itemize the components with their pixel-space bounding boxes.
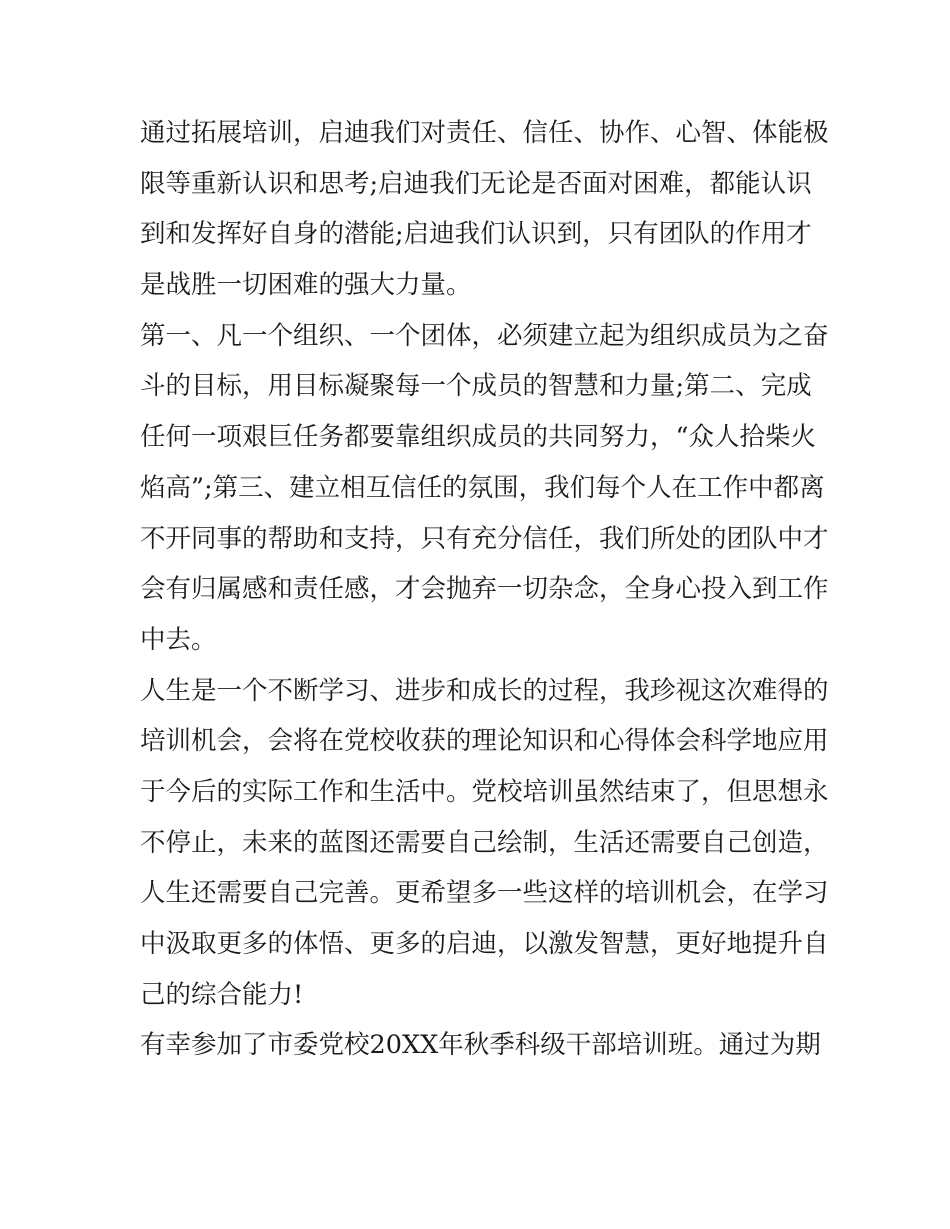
text-line: 于今后的实际工作和生活中。党校培训虽然结束了，但思想永 [140, 776, 829, 807]
text-line: 人生是一个不断学习、进步和成长的过程，我珍视这次难得的 [140, 675, 829, 706]
text-line: 会有归属感和责任感，才会抛弃一切杂念，全身心投入到工作 [140, 574, 829, 605]
text-line: 到和发挥好自身的潜能;启迪我们认识到，只有团队的作用才 [140, 219, 812, 250]
text-line: 限等重新认识和思考;启迪我们无论是否面对困难，都能认识 [140, 168, 812, 199]
text-line: 第一、凡一个组织、一个团体，必须建立起为组织成员为之奋 [140, 320, 829, 351]
text-line: 培训机会，会将在党校收获的理论知识和心得体会科学地应用 [140, 726, 829, 757]
text-line: 人生还需要自己完善。更希望多一些这样的培训机会，在学习 [140, 878, 829, 909]
text-line: 有幸参加了市委党校20XX年秋季科级干部培训班。通过为期 [140, 1030, 821, 1061]
text-line: 中汲取更多的体悟、更多的启迪，以激发智慧，更好地提升自 [140, 929, 829, 959]
text-line: 任何一项艰巨任务都要靠组织成员的共同努力，“众人拾柴火 [140, 422, 817, 453]
text-line: 是战胜一切困难的强大力量。 [140, 270, 472, 301]
text-line: 不停止，未来的蓝图还需要自己绘制，生活还需要自己创造， [140, 827, 829, 858]
text-line: 不开同事的帮助和支持，只有充分信任，我们所处的团队中才 [140, 523, 829, 554]
document-body [140, 108, 829, 1071]
text-line: 中去。 [140, 624, 217, 655]
text-line: 焰高”;第三、建立相互信任的氛围，我们每个人在工作中都离 [140, 472, 825, 503]
text-line: 己的综合能力! [140, 979, 304, 1010]
text-line: 斗的目标，用目标凝聚每一个成员的智慧和力量;第二、完成 [140, 371, 812, 402]
text-line: 通过拓展培训，启迪我们对责任、信任、协作、心智、体能极 [140, 118, 829, 148]
